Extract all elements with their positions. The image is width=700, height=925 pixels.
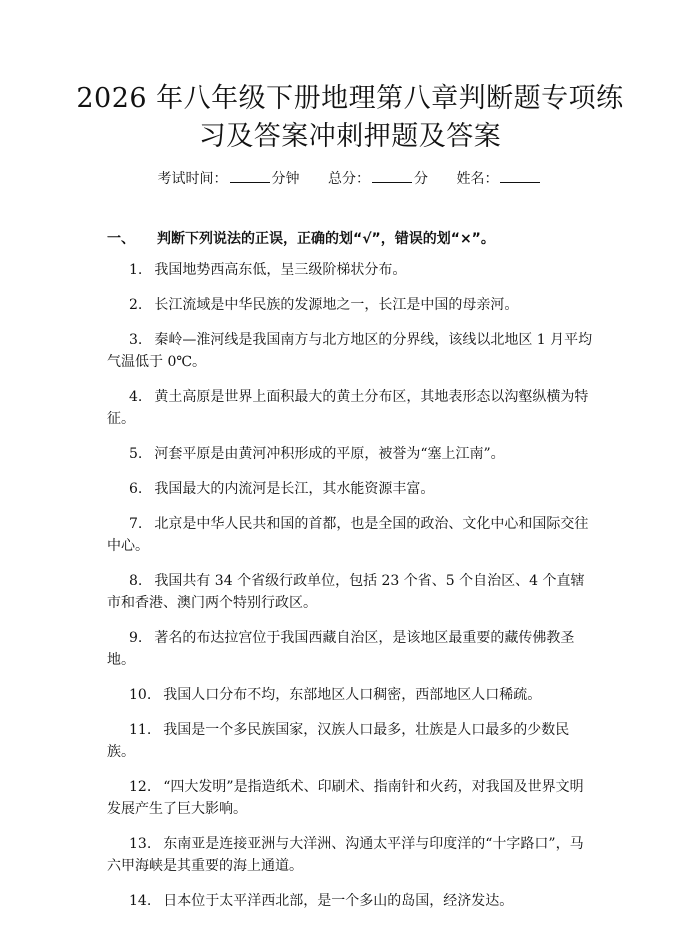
section-heading (107, 229, 495, 249)
question-number: 7. (129, 516, 143, 532)
question-number: 6. (129, 481, 143, 497)
question-item (107, 478, 597, 500)
question-number: 4. (129, 389, 143, 405)
question-item (107, 833, 597, 877)
total-score-blank (372, 168, 412, 183)
question-item (107, 329, 597, 373)
question-item (107, 513, 597, 557)
question-number: 8. (129, 573, 143, 589)
question-text: 著名的布达拉宫位于我国西藏自治区，是该地区最重要的藏传佛教圣地。 (107, 630, 575, 668)
question-item (107, 294, 597, 316)
question-item (107, 890, 597, 912)
exam-info (0, 168, 700, 189)
question-text: 日本位于太平洋西北部，是一个多山的岛国，经济发达。 (163, 893, 514, 909)
student-name-blank (500, 168, 540, 183)
question-item (107, 443, 597, 465)
question-text: 河套平原是由黄河冲积形成的平原，被誉为“塞上江南”。 (154, 446, 505, 462)
question-list (107, 259, 597, 925)
question-item (107, 776, 597, 820)
question-text: 长江流域是中华民族的发源地之一，长江是中国的母亲河。 (154, 297, 519, 313)
question-text: 我国人口分布不均，东部地区人口稠密，西部地区人口稀疏。 (163, 687, 542, 703)
question-text: “四大发明”是指造纸术、印刷术、指南针和火药，对我国及世界文明发展产生了巨大影响。 (107, 779, 584, 817)
question-text: 黄土高原是世界上面积最大的黄土分布区，其地表形态以沟壑纵横为特征。 (107, 389, 589, 427)
question-text: 我国共有 34 个省级行政单位，包括 23 个省、5 个自治区、4 个直辖市和香港、澳门两个特别行政区。 (107, 573, 585, 611)
title-line-2: 习及答案冲刺押题及答案 (198, 121, 502, 152)
total-score-unit: 分 (414, 171, 428, 187)
exam-time (158, 168, 300, 189)
question-number: 14. (129, 893, 152, 909)
question-item (107, 386, 597, 430)
question-number: 9. (129, 630, 143, 646)
exam-time-label: 考试时间： (157, 171, 228, 187)
question-text: 北京是中华人民共和国的首都，也是全国的政治、文化中心和国际交往中心。 (107, 516, 589, 554)
question-number: 5. (129, 446, 143, 462)
student-name (456, 168, 542, 189)
section-instruction: 判断下列说法的正误，正确的划“√”，错误的划“×”。 (157, 231, 495, 247)
question-text: 东南亚是连接亚洲与大洋洲、沟通太平洋与印度洋的“十字路口”，马六甲海峡是其重要的海上通道。 (107, 836, 584, 874)
question-text: 我国是一个多民族国家，汉族人口最多，壮族是人口最多的少数民族。 (107, 722, 570, 760)
question-number: 2. (129, 297, 143, 313)
question-item (107, 627, 597, 671)
question-item (107, 719, 597, 763)
question-number: 13. (129, 836, 152, 852)
question-text: 我国最大的内流河是长江，其水能资源丰富。 (154, 481, 435, 497)
section-number: 一、 (107, 231, 135, 247)
question-number: 10. (129, 687, 152, 703)
total-score-label: 总分： (328, 171, 370, 187)
student-name-label: 姓名： (456, 171, 499, 187)
question-number: 11. (129, 722, 152, 738)
question-text: 我国地势西高东低，呈三级阶梯状分布。 (154, 262, 407, 278)
question-item (107, 684, 597, 706)
question-number: 1. (129, 262, 143, 278)
total-score (328, 168, 428, 189)
title-line-1: 2026 年八年级下册地理第八章判断题专项练 (76, 83, 624, 114)
question-number: 3. (129, 332, 143, 348)
question-item (107, 259, 597, 281)
question-text: 秦岭—淮河线是我国南方与北方地区的分界线，该线以北地区 1 月平均气温低于 0℃。 (107, 332, 593, 370)
exam-time-unit: 分钟 (271, 171, 300, 187)
question-number: 12. (129, 779, 152, 795)
document-title (60, 80, 640, 156)
exam-time-blank (230, 168, 270, 183)
question-item (107, 570, 597, 614)
